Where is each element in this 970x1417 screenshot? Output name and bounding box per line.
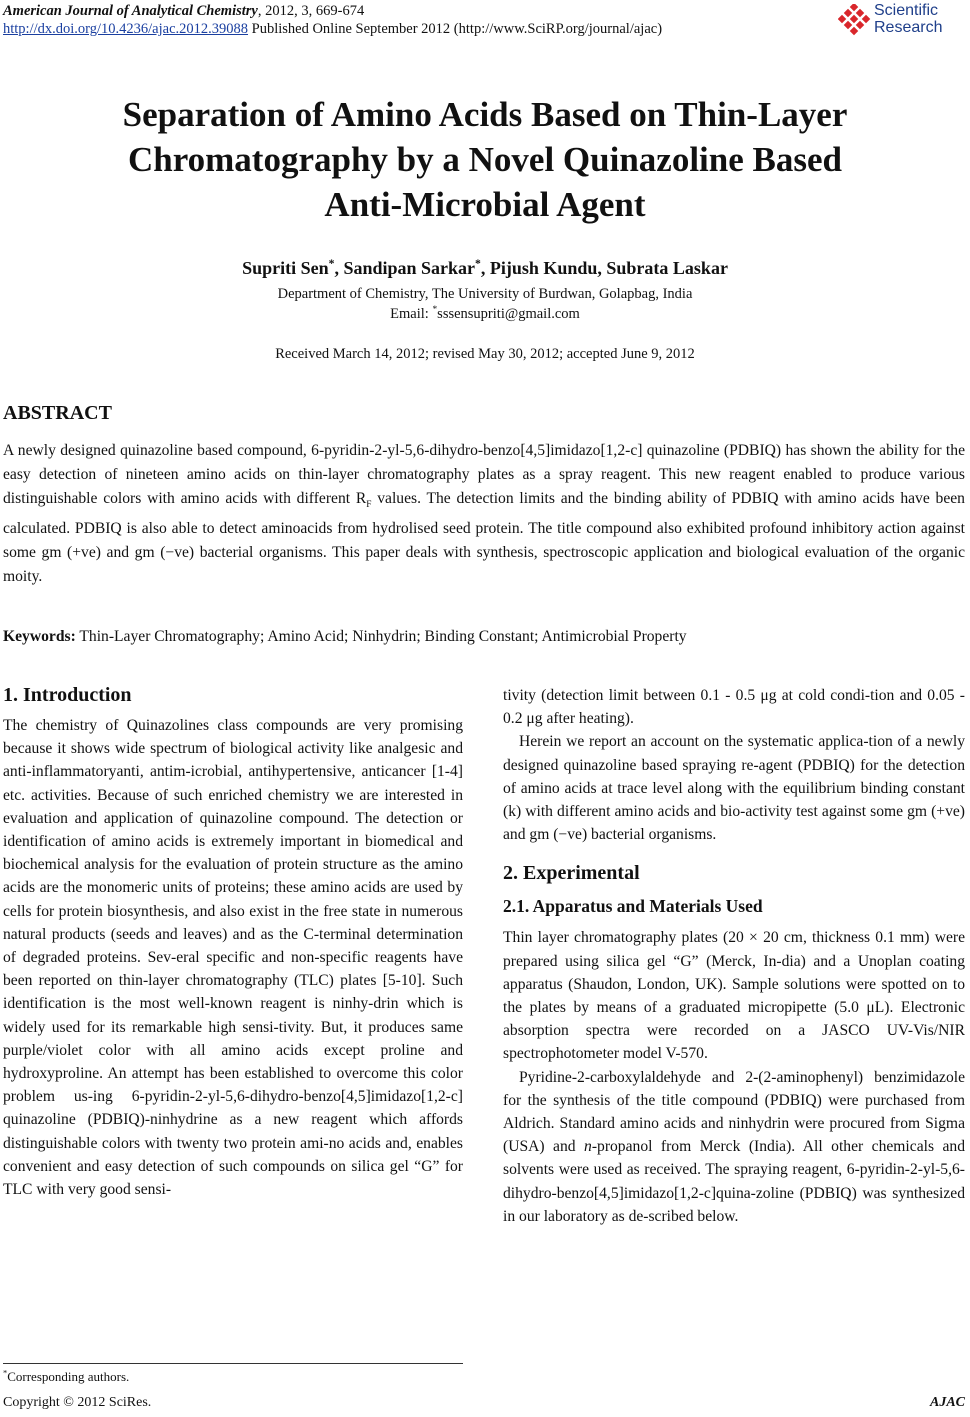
experimental-heading: 2. Experimental (503, 862, 640, 885)
publisher-logo (838, 2, 964, 42)
logo-line-1: Scientific (874, 2, 939, 19)
journal-name: American Journal of Analytical Chemistry (3, 3, 258, 19)
author-1-mark: * (328, 257, 335, 270)
keywords (3, 626, 687, 648)
intro-paragraph-1: The chemistry of Quinazolines class compounds are very promising because it shows wide spectrum of biological activity like analgesic and anti-inflammatoryanti, antim-icrobial, antihypertensive, anticancer [1-4] etc. activities. Because of such enriched chemistry we are interested in evaluation and application of quinazoline compound. The detection or identification of amino acids is extremely important in biomedical and biochemical analysis for the evaluation of protein structure as the amino acids are the monomeric units of proteins; these amino acids are used by cells for protein biosynthesis, and also exist in the free state in numerous natural products (seeds and leaves) and as the C-terminal determination of degraded proteins. Sev-eral specific and non-specific reagents have been reported on thin-layer chromatography (TLC) plates [5-10]. Such identification is the most well-known reagent is ninhy-drin which is widely used for its remarkable high sensi-tivity. But, it produces same purple/violet color with all amino acids except proline and hydroxyproline. An attempt has been established to overcome this color problem us-ing 6-pyridin-2-yl-5,6-dihydro-benzo[4,5]imidazo[1,2-c] quinazoline (PDBIQ)-ninhydrine as a new reagent which affords distinguishable colors with twenty two protein ami-no acids and, enables convenient and easy detection of such compounds on silica gel “G” for TLC with very good sensi- (3, 717, 463, 1199)
left-column (3, 680, 463, 1201)
logo-wordmark (874, 2, 942, 36)
running-header (3, 2, 662, 38)
apparatus-subheading: 2.1. Apparatus and Materials Used (503, 896, 763, 917)
page-footer (3, 1395, 965, 1411)
email-address: sssensupriti@gmail.com (437, 306, 580, 322)
publication-line (3, 20, 662, 38)
paper-title (0, 92, 970, 227)
abstract-part-1: A newly designed quinazoline based compound, 6-pyridin-2-yl-5,6-dihydro-benzo[4,5]imidazo[1,2-c] quinazoline (PDBIQ) has shown the ability for the easy detection of nineteen amino acids on thin-layer chromatography plates as a spray reagent. This new reagent enabled to produce various distinguishable colors with amino acids with different R (3, 442, 965, 507)
right-column (503, 684, 965, 1228)
intro-paragraph-2: Herein we report an account on the systematic applica-tion of a newly designed quinazoline based spraying re-agent (PDBIQ) for the detection of amino acids at trace level along with the equilibrium binding constant (k) with different amino acids and bio-activity test against some gm (+ve) and gm (−ve) bacterial organisms. (503, 733, 965, 844)
materials-text-1: Pyridine-2-carboxylaldehyde and 2-(2-aminophenyl) benzimidazole for the synthesis of the title compound (PDBIQ) were purchased from Aldrich. Standard amino acids and ninhydrin were procured from Sigma (USA) and (503, 1068, 965, 1156)
author-list (0, 258, 970, 279)
footnote (3, 1369, 129, 1385)
keywords-text: Thin-Layer Chromatography; Amino Acid; Ninhydrin; Binding Constant; Antimicrobial Property (75, 628, 687, 645)
copyright-notice: Copyright © 2012 SciRes. (3, 1395, 152, 1410)
doi-link[interactable]: http://dx.doi.org/10.4236/ajac.2012.39088 (3, 21, 249, 37)
abstract-heading: ABSTRACT (3, 402, 112, 424)
rf-subscript: F (366, 500, 372, 511)
footnote-divider (3, 1363, 463, 1364)
keywords-label: Keywords: (3, 628, 76, 645)
footnote-mark: * (3, 1367, 8, 1378)
email-mark: * (432, 305, 438, 316)
logo-line-2: Research (874, 19, 943, 36)
authors-rest: , Pijush Kundu, Subrata Laskar (480, 258, 728, 278)
materials-paragraph (503, 1066, 965, 1228)
scientific-research-logo-icon (838, 4, 872, 38)
apparatus-paragraph: Thin layer chromatography plates (20 × 20 cm, thickness 0.1 mm) were prepared using silica gel “G” (Merck, In-dia) and a Unoplan coating apparatus (Shaudon, London, UK). Sample solutions were spotted on to the plates by means of a graduated micropipette (5.0 μL). Electronic absorption spectra were recorded on a JASCO UV-Vis/NIR spectrophotometer model V-570. (503, 929, 965, 1063)
footnote-text: Corresponding authors. (7, 1369, 130, 1384)
journal-citation-line (3, 2, 662, 20)
author-2: , Sandipan Sarkar (334, 258, 475, 278)
author-1: Supriti Sen (242, 258, 329, 278)
intro-heading: 1. Introduction (3, 684, 132, 706)
affiliation: Department of Chemistry, The University of Burdwan, Golapbag, India (277, 286, 693, 302)
title-line-1: Separation of Amino Acids Based on Thin-Layer (122, 95, 848, 134)
materials-italic-n: n (584, 1138, 592, 1156)
published-online-text: Published Online September 2012 (http://www.SciRP.org/journal/ajac) (248, 21, 663, 37)
email-label: Email: (390, 306, 433, 322)
title-line-2: Chromatography by a Novel Quinazoline Based (128, 140, 842, 179)
author-2-mark: * (475, 257, 481, 270)
journal-abbreviation: AJAC (929, 1395, 965, 1410)
title-line-3: Anti-Microbial Agent (324, 185, 646, 224)
materials-text-2: -propanol from Merck (India). All other chemicals and solvents were used as received. The spraying reagent, 6-pyridin-2-yl-5,6-dihydro-benzo[4,5]imidazo[1,2-c]quina-zoline (PDBIQ) was synthesized in our laboratory as de-scribed below. (503, 1138, 965, 1225)
abstract-text (3, 439, 965, 589)
journal-volume-pages: , 2012, 3, 669-674 (257, 3, 365, 19)
affiliation-block (0, 284, 970, 324)
abstract-part-2: values. The detection limits and the binding ability of PDBIQ with amino acids have been calculated. PDBIQ is also able to detect aminoacids from hydrolised seed protein. The title compound also exhibited profound inhibitory action against some gm (+ve) and gm (−ve) bacterial organisms. This paper deals with synthesis, spectroscopic application and biological evaluation of the organic moity. (3, 490, 965, 586)
received-dates: Received March 14, 2012; revised May 30, 2012; accepted June 9, 2012 (275, 346, 695, 362)
intro-paragraph-1-continued: tivity (detection limit between 0.1 - 0.5 μg at cold condi-tion and 0.05 - 0.2 μg after heating). (503, 687, 965, 728)
email-line (0, 304, 970, 324)
